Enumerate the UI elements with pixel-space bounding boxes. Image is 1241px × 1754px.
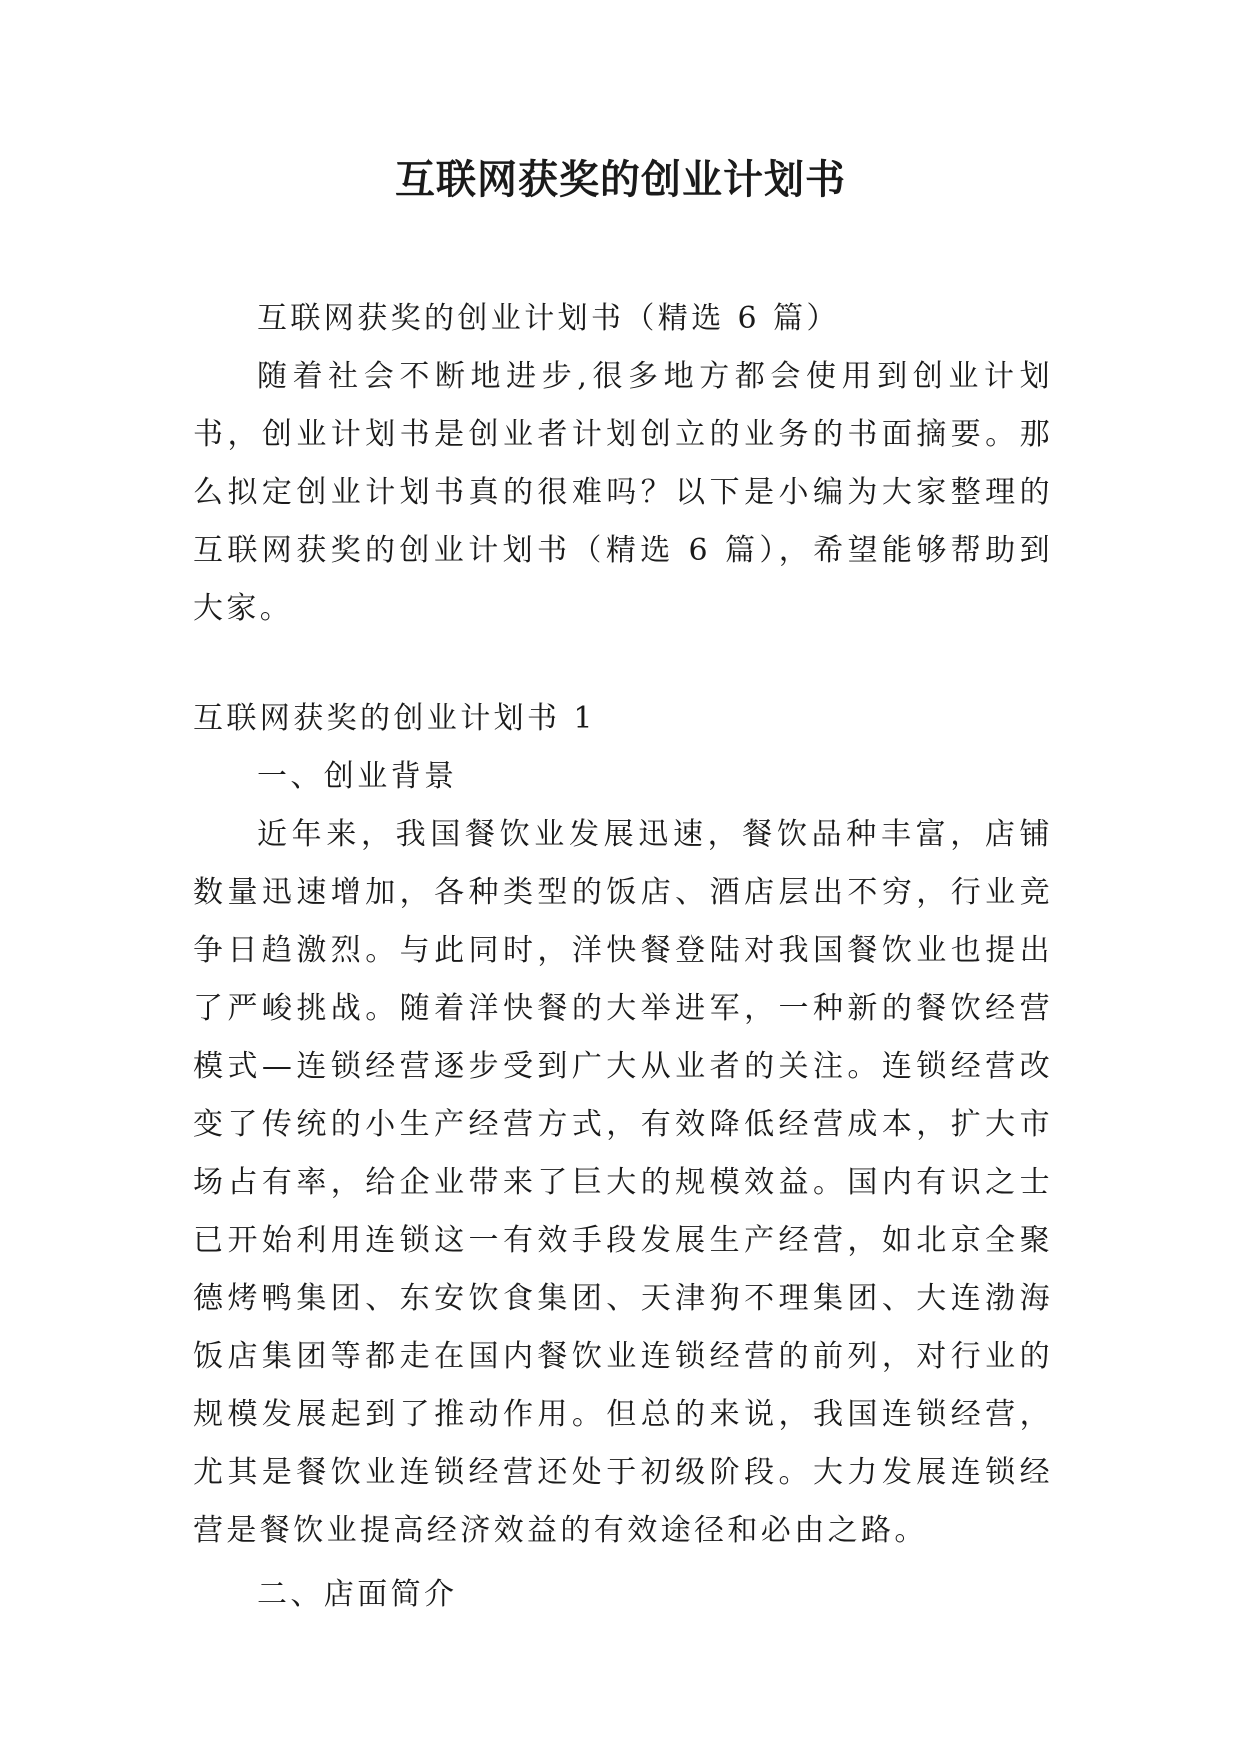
subtitle-line: 互联网获奖的创业计划书（精选 6 篇）: [257, 301, 840, 336]
intro-paragraph: 随着社会不断地进步,很多地方都会使用到创业计划书，创业计划书是创业者计划创立的业务的书面摘要。那么拟定创业计划书真的很难吗？以下是小编为大家整理的互联网获奖的创业计划书（精选 6 篇），希望能够帮助到大家。: [193, 359, 1053, 626]
heading-store-intro: 二、店面简介: [257, 1577, 458, 1612]
paragraph-gap: [193, 638, 1053, 690]
document-body: [193, 290, 1053, 1624]
document-title: 互联网获奖的创业计划书: [395, 157, 846, 203]
background-paragraph: 近年来，我国餐饮业发展迅速，餐饮品种丰富，店铺数量迅速增加，各种类型的饭店、酒店层出不穷，行业竞争日趋激烈。与此同时，洋快餐登陆对我国餐饮业也提出了严峻挑战。随着洋快餐的大举进军，一种新的餐饮经营模式—连锁经营逐步受到广大从业者的关注。连锁经营改变了传统的小生产经营方式，有效降低经营成本，扩大市场占有率，给企业带来了巨大的规模效益。国内有识之士已开始利用连锁这一有效手段发展生产经营，如北京全聚德烤鸭集团、东安饮食集团、天津狗不理集团、大连渤海饭店集团等都走在国内餐饮业连锁经营的前列，对行业的规模发展起到了推动作用。但总的来说，我国连锁经营，尤其是餐饮业连锁经营还处于初级阶段。大力发展连锁经营是餐饮业提高经济效益的有效途径和必由之路。: [193, 817, 1053, 1548]
heading-background: 一、创业背景: [257, 759, 458, 794]
section-title: 互联网获奖的创业计划书 1: [193, 701, 596, 736]
